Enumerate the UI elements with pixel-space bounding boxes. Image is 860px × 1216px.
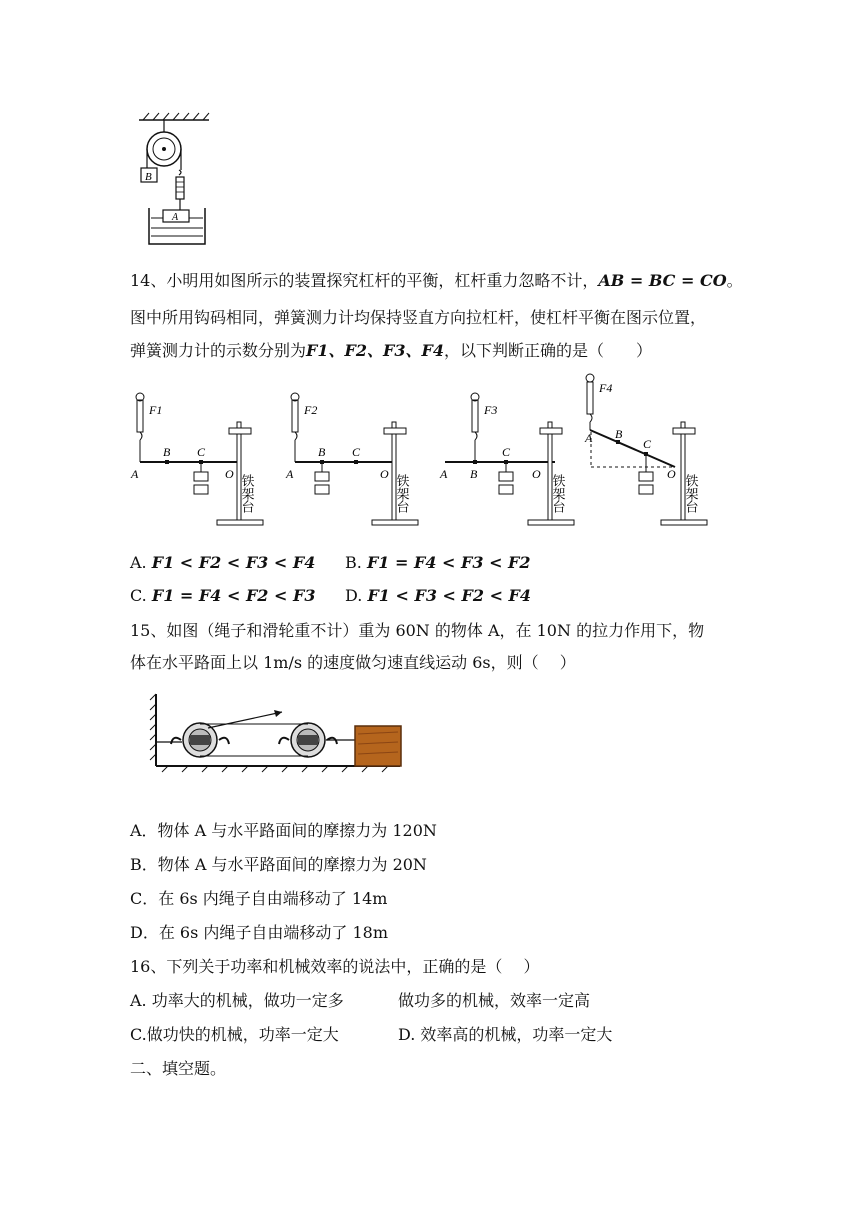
- lever-panel-3: [439, 393, 574, 525]
- q14-opt-d-letter: D.: [345, 586, 363, 605]
- q14-opt-a-text: F1 < F2 < F3 < F4: [151, 553, 316, 572]
- p4-b: B: [615, 427, 623, 441]
- q14-opt-c-letter: C.: [130, 586, 147, 605]
- p1-a: A: [131, 467, 139, 481]
- q16-option-d[interactable]: D. 效率高的机械，功率一定大: [398, 1025, 613, 1044]
- p2-b: B: [318, 445, 326, 459]
- q15-option-a[interactable]: A．物体 A 与水平路面间的摩擦力为 120N: [130, 821, 437, 840]
- q14-forces: F1、F2、F3、F4: [306, 341, 444, 360]
- stand-label-4: 铁架台: [683, 474, 699, 513]
- q15-line2: 体在水平路面上以 1m/s 的速度做匀速直线运动 6s，则（ ）: [130, 653, 576, 672]
- p4-o: O: [667, 467, 676, 481]
- q15-line1: 15、如图（绳子和滑轮重不计）重为 60N 的物体 A，在 10N 的拉力作用下，物: [130, 621, 705, 640]
- f3-label: F3: [484, 403, 498, 417]
- q14-condition: AB = BC = CO: [598, 271, 727, 290]
- pulley-tank-figure: [135, 112, 215, 247]
- p3-a: A: [440, 467, 448, 481]
- q14-option-c[interactable]: [130, 585, 315, 607]
- p3-o: O: [532, 467, 541, 481]
- stand-label-2: 铁架台: [394, 474, 410, 513]
- box-b-label: B: [145, 171, 152, 183]
- p2-c: C: [352, 445, 361, 459]
- lever-panel-2: [285, 393, 418, 525]
- q14-option-a[interactable]: [130, 552, 315, 574]
- f4-label: F4: [599, 381, 613, 395]
- p3-b: B: [470, 467, 478, 481]
- q14-option-d[interactable]: [345, 585, 531, 607]
- stand-label-1: 铁架台: [239, 474, 255, 513]
- q14-line1: [130, 270, 743, 292]
- p2-a: A: [286, 467, 294, 481]
- lever-figure: [125, 370, 725, 535]
- q15-option-c[interactable]: C．在 6s 内绳子自由端移动了 14m: [130, 889, 388, 908]
- q15-option-d[interactable]: D．在 6s 内绳子自由端移动了 18m: [130, 923, 389, 942]
- f1-label: F1: [149, 403, 163, 417]
- section-title: 二、填空题。: [130, 1059, 227, 1078]
- q14-opt-d-text: F1 < F3 < F2 < F4: [367, 586, 532, 605]
- p1-b: B: [163, 445, 171, 459]
- p4-c: C: [643, 437, 652, 451]
- q14-opt-a-letter: A.: [130, 553, 147, 572]
- q14-opt-b-text: F1 = F4 < F3 < F2: [366, 553, 531, 572]
- q16-option-a[interactable]: A. 功率大的机械，做功一定多: [130, 991, 344, 1010]
- q14-text1-end: 。: [726, 271, 743, 290]
- p1-c: C: [197, 445, 206, 459]
- q14-line3: [130, 340, 652, 362]
- q14-opt-c-text: F1 = F4 < F2 < F3: [151, 586, 316, 605]
- p3-c: C: [502, 445, 511, 459]
- q14-text3: 弹簧测力计的示数分别为: [130, 341, 307, 360]
- q16-option-c[interactable]: C.做功快的机械，功率一定大: [130, 1025, 339, 1044]
- box-a-label: A: [172, 212, 179, 223]
- q14-opt-b-letter: B.: [345, 553, 362, 572]
- p4-a: A: [585, 431, 593, 445]
- stand-label-3: 铁架台: [550, 474, 566, 513]
- q14-text1: 14、小明用如图所示的装置探究杠杆的平衡，杠杆重力忽略不计，: [130, 271, 599, 290]
- p1-o: O: [225, 467, 234, 481]
- pulley-track-figure: [148, 690, 406, 774]
- q14-line2: 图中所用钩码相同，弹簧测力计均保持竖直方向拉杠杆，使杠杆平衡在图示位置，: [130, 308, 707, 327]
- q14-text3-end: ，以下判断正确的是（ ）: [444, 341, 653, 360]
- q16-line1: 16、下列关于功率和机械效率的说法中，正确的是（ ）: [130, 957, 540, 976]
- q14-option-b[interactable]: [345, 552, 531, 574]
- f2-label: F2: [304, 403, 318, 417]
- q15-option-b[interactable]: B．物体 A 与水平路面间的摩擦力为 20N: [130, 855, 427, 874]
- q16-option-b[interactable]: 做功多的机械，效率一定高: [398, 991, 591, 1010]
- lever-panel-1: [130, 393, 263, 525]
- lever-panel-4: [584, 374, 707, 525]
- p2-o: O: [380, 467, 389, 481]
